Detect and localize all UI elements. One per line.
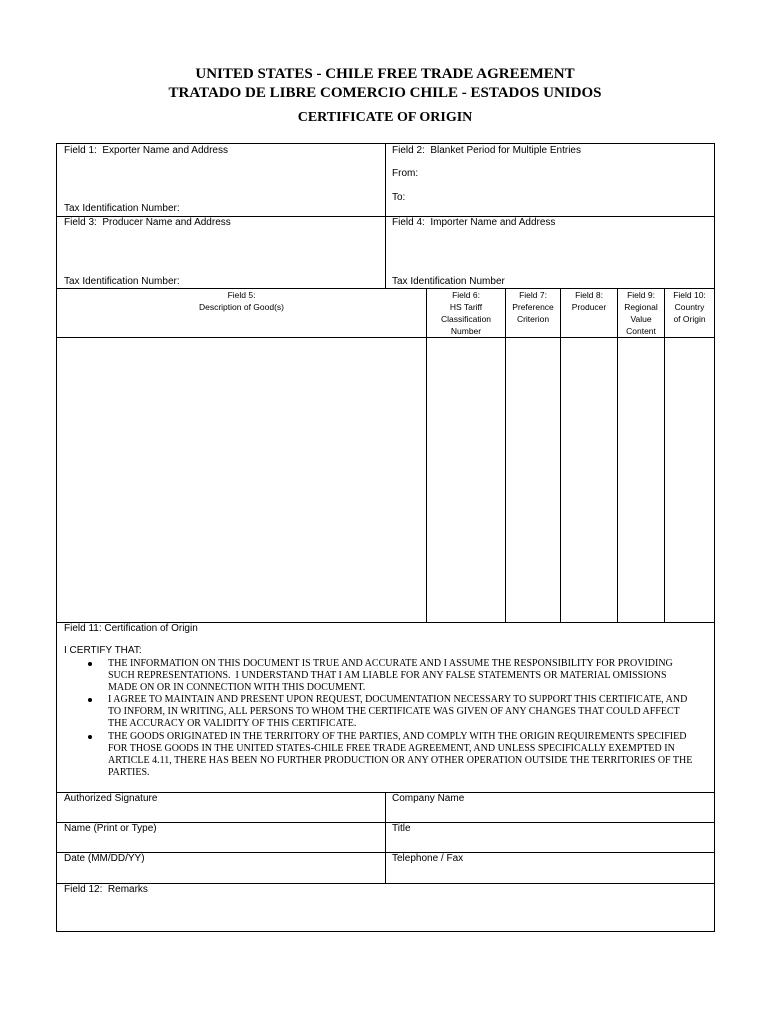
field-6-hs-tariff-column	[426, 288, 506, 623]
statement-line: SUCH REPRESENTATIONS. I UNDERSTAND THAT I AM LIABLE FOR ANY FALSE STATEMENTS OR MATERIAL OMISSIONS	[108, 670, 667, 682]
field-1-exporter-cell	[56, 143, 386, 217]
field-7-entry-area	[506, 338, 560, 622]
field-10-header	[665, 289, 714, 338]
field-8-producer-column	[560, 288, 618, 623]
field-9-number: Field 9:	[627, 290, 655, 300]
field-6-header	[427, 289, 505, 338]
field-12-label: Field 12: Remarks	[64, 884, 148, 895]
telephone-fax-cell	[385, 852, 715, 884]
field-5-number: Field 5:	[227, 290, 256, 300]
field-7-title-line-2: Criterion	[516, 314, 550, 324]
certification-statement	[57, 658, 714, 694]
statement-text	[57, 694, 714, 730]
field-7-header	[506, 289, 560, 338]
date-cell	[56, 852, 386, 884]
authorized-signature-label: Authorized Signature	[64, 793, 158, 804]
statement-line: THE INFORMATION ON THIS DOCUMENT IS TRUE AND ACCURATE AND I ASSUME THE RESPONSIBILITY FOR PROVIDING	[108, 658, 673, 669]
field-5-header	[57, 289, 426, 338]
statement-text	[57, 658, 714, 694]
field-10-number: Field 10:	[673, 290, 706, 300]
field-9-title-line-3: Content	[626, 326, 656, 336]
field-12-remarks-cell	[56, 883, 715, 932]
field-1-label: Field 1: Exporter Name and Address	[64, 145, 228, 156]
field-3-tax-id-label: Tax Identification Number:	[64, 276, 180, 287]
name-label: Name (Print or Type)	[64, 823, 157, 834]
statement-line: I AGREE TO MAINTAIN AND PRESENT UPON REQUEST, DOCUMENTATION NECESSARY TO SUPPORT THIS CERTIFICATE, AND	[108, 694, 688, 706]
field-11-label: Field 11: Certification of Origin	[64, 623, 198, 634]
field-10-title-line-2: of Origin	[673, 314, 706, 324]
field-8-number: Field 8:	[575, 290, 603, 300]
certification-statements	[57, 658, 714, 779]
field-2-to-label: To:	[392, 192, 406, 203]
title-label: Title	[392, 823, 411, 834]
field-9-regional-value-column	[617, 288, 665, 623]
field-5-entry-area	[57, 338, 426, 622]
title-spanish: TRATADO DE LIBRE COMERCIO CHILE - ESTADOS UNIDOS	[168, 85, 602, 101]
field-2-from-label: From:	[392, 168, 419, 179]
field-9-header	[618, 289, 664, 338]
statement-text	[57, 731, 714, 779]
document-title: CERTIFICATE OF ORIGIN	[297, 110, 473, 125]
field-8-title: Producer	[571, 302, 607, 312]
field-7-title-line-1: Preference	[512, 302, 554, 312]
certification-statement	[57, 731, 714, 779]
field-6-title-line-1: HS Tariff	[449, 302, 483, 312]
field-6-title-line-2: Classification	[440, 314, 492, 324]
field-2-label: Field 2: Blanket Period for Multiple Entries	[392, 145, 581, 156]
field-9-title-line-2: Value	[630, 314, 652, 324]
field-7-preference-column	[505, 288, 561, 623]
telephone-fax-label: Telephone / Fax	[392, 853, 464, 864]
certify-heading: I CERTIFY THAT:	[64, 645, 142, 656]
field-11-certification-cell	[56, 622, 715, 793]
statement-line: TO INFORM, IN WRITING, ALL PERSONS TO WHOM THE CERTIFICATE WAS GIVEN OF ANY CHANGES THAT COULD AFFECT	[108, 706, 680, 718]
field-3-label: Field 3: Producer Name and Address	[64, 217, 231, 228]
field-8-entry-area	[561, 338, 617, 622]
company-name-label: Company Name	[392, 793, 465, 804]
title-english: UNITED STATES - CHILE FREE TRADE AGREEMENT	[195, 66, 575, 82]
date-label: Date (MM/DD/YY)	[64, 853, 145, 864]
field-9-title-line-1: Regional	[624, 302, 658, 312]
statement-line: FOR THOSE GOODS IN THE UNITED STATES-CHILE FREE TRADE AGREEMENT, AND UNLESS SPECIFICALLY EXEMPTED IN	[108, 742, 675, 754]
statement-line: PARTIES.	[108, 766, 150, 778]
field-2-blanket-period-cell	[385, 143, 715, 217]
field-10-country-column	[664, 288, 715, 623]
field-8-header	[561, 289, 617, 338]
field-9-entry-area	[618, 338, 664, 622]
field-5-title: Description of Good(s)	[198, 302, 285, 312]
statement-line: THE GOODS ORIGINATED IN THE TERRITORY OF THE PARTIES, AND COMPLY WITH THE ORIGIN REQUIREMENTS SPECIFIED	[108, 730, 687, 742]
bullet-icon	[88, 735, 92, 739]
field-3-producer-cell	[56, 216, 386, 289]
field-7-number: Field 7:	[519, 290, 547, 300]
statement-line: ARTICLE 4.11, THERE HAS BEEN NO FURTHER PRODUCTION OR ANY OTHER OPERATION OUTSIDE THE TERRITORIES OF THE	[108, 754, 693, 766]
field-4-importer-cell	[385, 216, 715, 289]
field-4-tax-id-label: Tax Identification Number	[392, 276, 505, 287]
statement-line: THE ACCURACY OR VALIDITY OF THIS CERTIFICATE.	[108, 718, 357, 730]
title-cell	[385, 822, 715, 853]
company-name-cell	[385, 792, 715, 823]
field-6-entry-area	[427, 338, 505, 622]
name-cell	[56, 822, 386, 853]
field-10-entry-area	[665, 338, 714, 622]
field-1-tax-id-label: Tax Identification Number:	[64, 203, 180, 214]
field-10-title-line-1: Country	[674, 302, 705, 312]
bullet-icon	[88, 662, 92, 666]
certification-statement	[57, 694, 714, 730]
field-5-description-column	[56, 288, 427, 623]
statement-line: MADE ON OR IN CONNECTION WITH THIS DOCUMENT.	[108, 682, 366, 694]
field-6-number: Field 6:	[452, 290, 480, 300]
authorized-signature-cell	[56, 792, 386, 823]
field-4-label: Field 4: Importer Name and Address	[392, 217, 556, 228]
field-6-title-line-3: Number	[450, 326, 482, 336]
